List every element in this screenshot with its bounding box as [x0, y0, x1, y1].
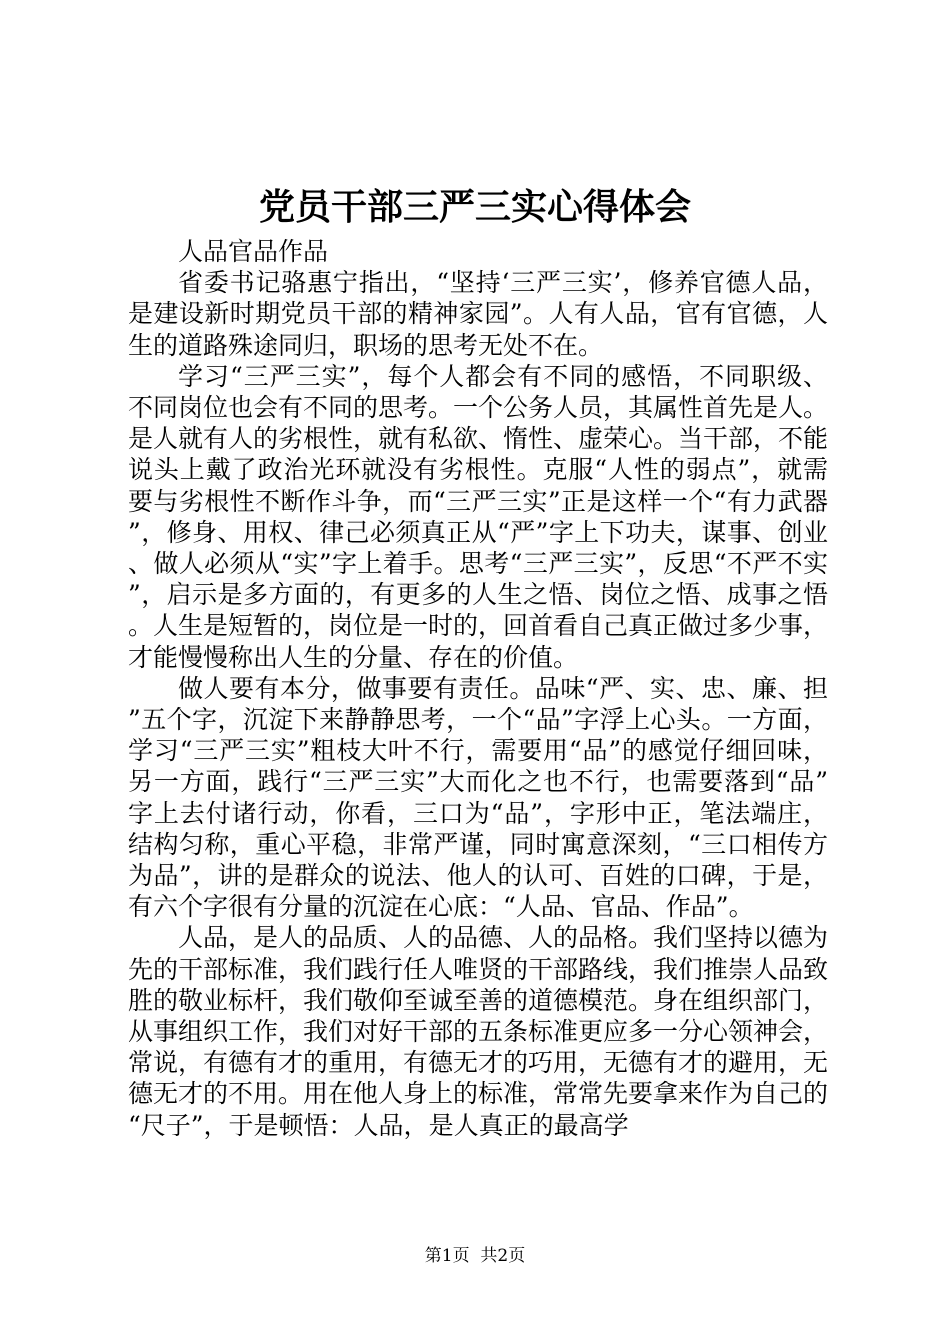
- document-body: [128, 236, 828, 1141]
- document-title: 党员干部三严三实心得体会: [258, 187, 691, 228]
- paragraph-3: 做人要有本分，做事要有责任。品味“严、实、忠、廉、担”五个字，沉淀下来静静思考，一个“品”字浮上心头。一方面，学习“三严三实”粗枝大叶不行，需要用“品”的感觉仔细回味，另一方面，践行“三严三实”大而化之也不行，也需要落到“品”字上去付诸行动，你看，三口为“品”，字形中正，笔法端庄，结构匀称，重心平稳，非常严谨，同时寓意深刻，“三口相传方为品”，讲的是群众的说法、他人的认可、百姓的口碑，于是，有六个字很有分量的沉淀在心底：“人品、官品、作品”。: [128, 673, 828, 922]
- page-number: 第1页: [424, 1246, 470, 1266]
- paragraph-subtitle: 人品官品作品: [178, 237, 329, 266]
- page-total: 共2页: [480, 1246, 526, 1266]
- paragraph-1: 省委书记骆惠宁指出，“坚持‘三严三实’，修养官德人品，是建设新时期党员干部的精神家园”。人有人品，官有官德，人生的道路殊途同归，职场的思考无处不在。: [128, 268, 828, 360]
- paragraph-2: 学习“三严三实”，每个人都会有不同的感悟，不同职级、不同岗位也会有不同的思考。一个公务人员，其属性首先是人。是人就有人的劣根性，就有私欲、惰性、虚荣心。当干部，不能说头上戴了政治光环就没有劣根性。克服“人性的弱点”，就需要与劣根性不断作斗争，而“三严三实”正是这样一个“有力武器”，修身、用权、律己必须真正从“严”字上下功夫，谋事、创业、做人必须从“实”字上着手。思考“三严三实”，反思“不严不实”，启示是多方面的，有更多的人生之悟、岗位之悟、成事之悟。人生是短暂的，岗位是一时的，回首看自己真正做过多少事，才能慢慢称出人生的分量、存在的价值。: [128, 361, 829, 672]
- page-footer: [0, 1244, 950, 1268]
- paragraph-4: 人品，是人的品质、人的品德、人的品格。我们坚持以德为先的干部标准，我们践行任人唯贤的干部路线，我们推崇人品致胜的敬业标杆，我们敬仰至诚至善的道德模范。身在组织部门，从事组织工作，我们对好干部的五条标准更应多一分心领神会，常说，有德有才的重用，有德无才的巧用，无德有才的避用，无德无才的不用。用在他人身上的标准，常常先要拿来作为自己的“尺子”，于是顿悟：人品，是人真正的最高学: [128, 923, 829, 1140]
